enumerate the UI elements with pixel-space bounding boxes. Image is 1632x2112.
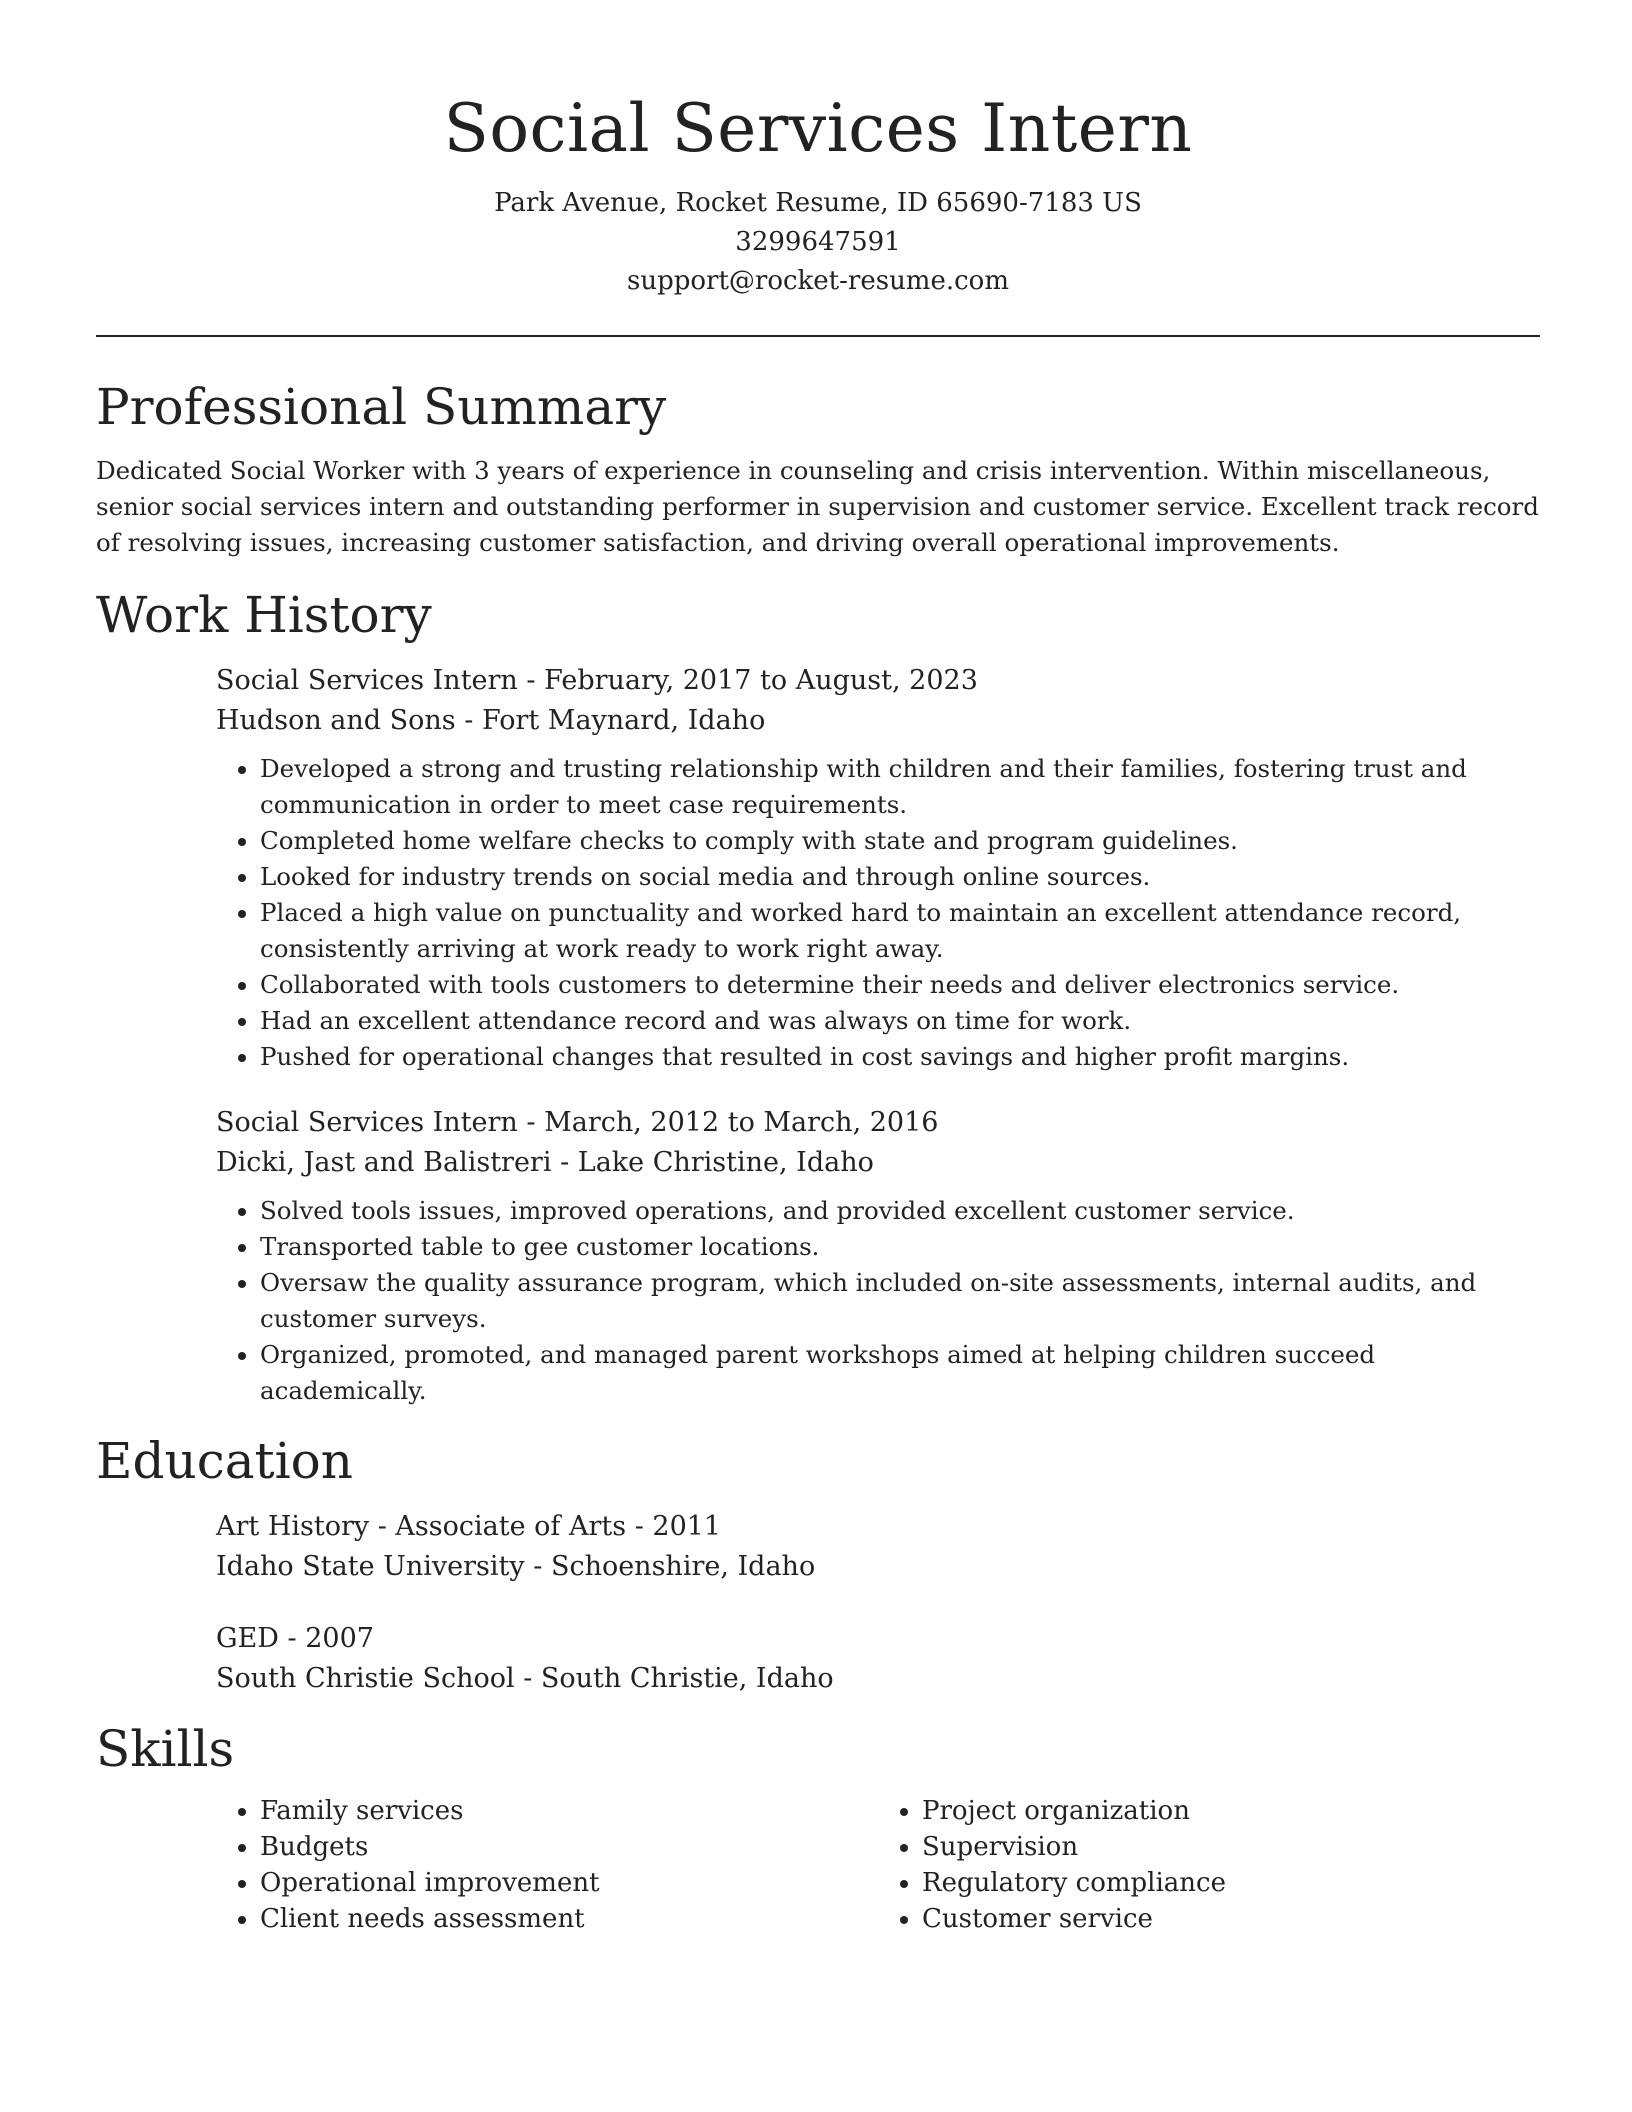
list-item: • Budgets <box>260 1829 878 1865</box>
summary-heading: Professional Summary <box>96 378 667 436</box>
list-item: • Family services <box>260 1793 878 1829</box>
job-bullets <box>216 1193 1540 1409</box>
job-company: Hudson and Sons <box>216 705 456 736</box>
list-item: • Completed home welfare checks to comply with state and program guidelines. <box>260 823 1540 859</box>
list-item: • Had an excellent attendance record and was always on time for work. <box>260 1003 1540 1039</box>
list-item: • Placed a high value on punctuality and worked hard to maintain an excellent attendance record, consistently arriving at work ready to work right away. <box>260 895 1540 967</box>
degree-line <box>216 1507 1540 1547</box>
summary-text: Dedicated Social Worker with 3 years of experience in counseling and crisis intervention. Within miscellaneous, senior social services intern and outstanding performer in supervision and customer service. Excellent track record of resolving issues, increasing customer satisfaction, and driving overall operational improvements. <box>96 456 1539 557</box>
job-entry <box>216 661 1540 1075</box>
job-title-line <box>216 661 1540 701</box>
skills-list-right <box>878 1793 1540 1937</box>
education-entry <box>216 1507 1540 1587</box>
degree: GED <box>216 1623 279 1654</box>
candidate-name: Social Services Intern <box>443 90 1193 167</box>
skills-list-left <box>216 1793 878 1937</box>
school-line <box>216 1659 1540 1699</box>
job-company-line <box>216 1143 1540 1183</box>
resume-page <box>96 0 1540 1937</box>
education-entry <box>216 1619 1540 1699</box>
phone-number: 3299647591 <box>735 227 901 257</box>
list-item: • Pushed for operational changes that resulted in cost savings and higher profit margins. <box>260 1039 1540 1075</box>
job-company: Dicki, Jast and Balistreri <box>216 1147 552 1178</box>
email-address: support@rocket-resume.com <box>626 266 1009 296</box>
work-history-section <box>96 583 1540 1409</box>
list-item: • Organized, promoted, and managed parent workshops aimed at helping children succeed academically. <box>260 1337 1540 1409</box>
resume-header <box>96 0 1540 301</box>
job-location: - Lake Christine, Idaho <box>551 1147 874 1178</box>
job-dates: - February, 2017 to August, 2023 <box>517 665 978 696</box>
list-item: • Oversaw the quality assurance program, which included on-site assessments, internal audits, and customer surveys. <box>260 1265 1540 1337</box>
job-title: Social Services Intern <box>216 665 518 696</box>
education-section <box>96 1429 1540 1699</box>
school-location: - South Christie, Idaho <box>514 1663 834 1694</box>
job-dates: - March, 2012 to March, 2016 <box>517 1107 939 1138</box>
job-company-line <box>216 701 1540 741</box>
work-history-heading: Work History <box>96 586 432 644</box>
job-location: - Fort Maynard, Idaho <box>455 705 766 736</box>
address: Park Avenue, Rocket Resume, ID 65690-7183 US <box>494 188 1142 218</box>
contact-block <box>96 184 1540 301</box>
list-item: • Transported table to gee customer locations. <box>260 1229 1540 1265</box>
list-item: • Client needs assessment <box>260 1901 878 1937</box>
school-name: South Christie School <box>216 1663 515 1694</box>
school-name: Idaho State University <box>216 1551 525 1582</box>
list-item: • Operational improvement <box>260 1865 878 1901</box>
list-item: • Solved tools issues, improved operations, and provided excellent customer service. <box>260 1193 1540 1229</box>
degree-line <box>216 1619 1540 1659</box>
list-item: • Developed a strong and trusting relationship with children and their families, fostering trust and communication in order to meet case requirements. <box>260 751 1540 823</box>
skills-columns <box>216 1793 1540 1937</box>
job-title-line <box>216 1103 1540 1143</box>
job-bullets <box>216 751 1540 1075</box>
list-item: • Project organization <box>922 1793 1540 1829</box>
list-item: • Regulatory compliance <box>922 1865 1540 1901</box>
education-heading: Education <box>96 1432 353 1490</box>
list-item: • Looked for industry trends on social media and through online sources. <box>260 859 1540 895</box>
list-item: • Customer service <box>922 1901 1540 1937</box>
header-divider <box>96 335 1540 337</box>
job-entry <box>216 1103 1540 1409</box>
school-line <box>216 1547 1540 1587</box>
graduation-year: - 2011 <box>626 1511 722 1542</box>
school-location: - Schoenshire, Idaho <box>524 1551 816 1582</box>
skills-section <box>96 1717 1540 1937</box>
job-title: Social Services Intern <box>216 1107 518 1138</box>
list-item: • Supervision <box>922 1829 1540 1865</box>
degree: Art History - Associate of Arts <box>216 1511 627 1542</box>
summary-section <box>96 375 1540 561</box>
skills-heading: Skills <box>96 1720 235 1778</box>
list-item: • Collaborated with tools customers to determine their needs and deliver electronics service. <box>260 967 1540 1003</box>
graduation-year: - 2007 <box>278 1623 374 1654</box>
